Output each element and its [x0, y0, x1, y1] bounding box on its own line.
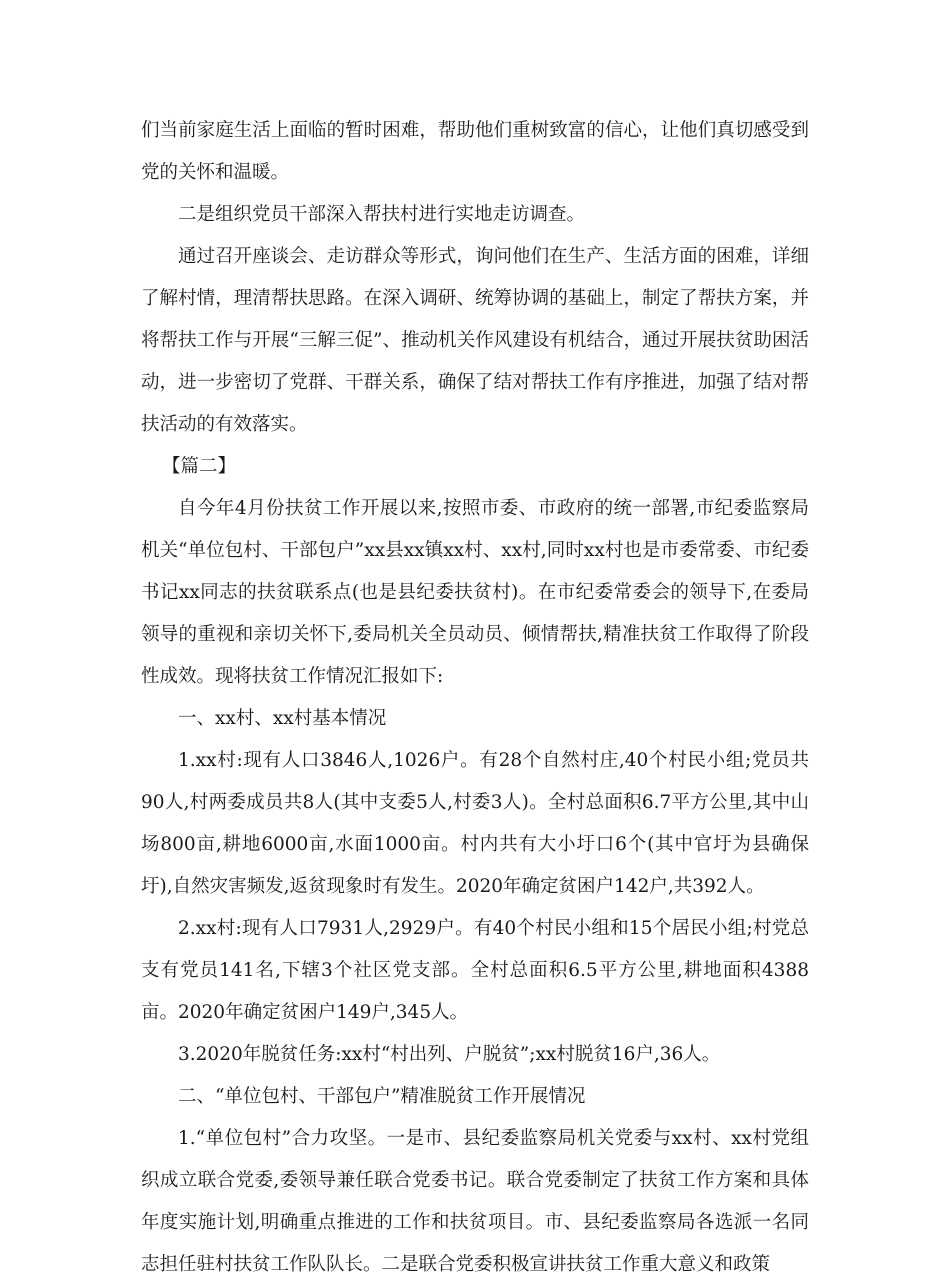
paragraph-point-two: 二是组织党员干部深入帮扶村进行实地走访调查。	[178, 204, 586, 225]
paragraph-unit-village: 1.“单位包村”合力攻坚。一是市、县纪委监察局机关党委与xx村、xx村党组织成立联合党委,委领导兼任联合党委书记。联合党委制定了扶贫工作方案和具体年度实施计划,明确重点推进的工作和扶贫项目。市、县纪委监察局各选派一名同志担任驻村扶贫工作队队长。二是联合党委积极宣讲扶贫工作重大意义和政策	[141, 1128, 809, 1275]
heading-work-progress: 二、“单位包村、干部包户”精准脱贫工作开展情况	[178, 1086, 586, 1107]
heading-basic-situation: 一、xx村、xx村基本情况	[178, 708, 387, 729]
paragraph-village-two: 2.xx村:现有人口7931人,2929户。有40个村民小组和15个居民小组;村党总支有党员141名,下辖3个社区党支部。全村总面积6.5平方公里,耕地面积4388亩。2020年确定贫困户149户,345人。	[141, 918, 809, 1023]
paragraph-visit-details: 通过召开座谈会、走访群众等形式，询问他们在生产、生活方面的困难，详细了解村情，理清帮扶思路。在深入调研、统筹协调的基础上，制定了帮扶方案，并将帮扶工作与开展“三解三促”、推动机关作风建设有机结合，通过开展扶贫助困活动，进一步密切了党群、干群关系，确保了结对帮扶工作有序推进，加强了结对帮扶活动的有效落实。	[141, 246, 809, 435]
paragraph-village-one: 1.xx村:现有人口3846人,1026户。有28个自然村庄,40个村民小组;党员共90人,村两委成员共8人(其中支委5人,村委3人)。全村总面积6.7平方公里,其中山场800亩,耕地6000亩,水面1000亩。村内共有大小圩口6个(其中官圩为县确保圩),自然灾害频发,返贫现象时有发生。2020年确定贫困户142户,共392人。	[141, 750, 809, 897]
paragraph-continuation: 们当前家庭生活上面临的暂时困难，帮助他们重树致富的信心，让他们真切感受到党的关怀和温暖。	[141, 120, 809, 183]
section-heading-part-two: 【篇二】	[162, 456, 237, 477]
paragraph-intro: 自今年4月份扶贫工作开展以来,按照市委、市政府的统一部署,市纪委监察局机关“单位包村、干部包户”xx县xx镇xx村、xx村,同时xx村也是市委常委、市纪委书记xx同志的扶贫联系点(也是县纪委扶贫村)。在市纪委常委会的领导下,在委局领导的重视和亲切关怀下,委局机关全员动员、倾情帮扶,精准扶贫工作取得了阶段性成效。现将扶贫工作情况汇报如下:	[141, 498, 809, 687]
paragraph-poverty-task: 3.2020年脱贫任务:xx村“村出列、户脱贫”;xx村脱贫16户,36人。	[178, 1044, 721, 1065]
document-body	[141, 110, 809, 1286]
